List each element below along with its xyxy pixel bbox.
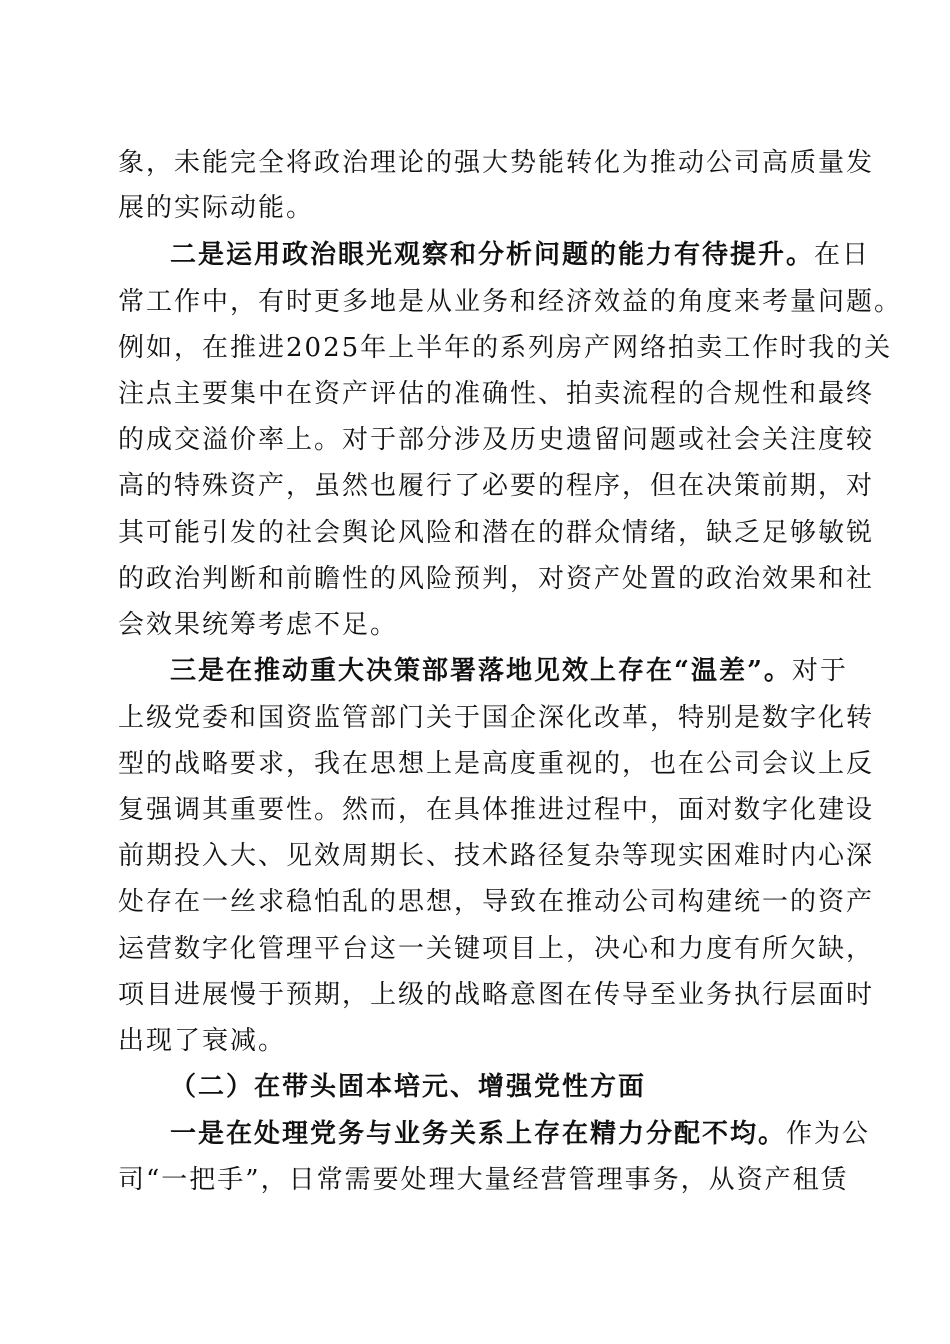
text-line bbox=[170, 1117, 870, 1151]
section-heading: 三是在推动重大决策部署落地见效上存在“温差”。 bbox=[170, 656, 792, 686]
text-line: 的成交溢价率上。对于部分涉及历史遗留问题或社会关注度较 bbox=[118, 425, 875, 455]
section-heading: 一是在处理党务与业务关系上存在精力分配不均。 bbox=[170, 1119, 787, 1149]
section-heading: 二是运用政治眼光观察和分析问题的能力有待提升。 bbox=[170, 240, 815, 270]
text-run: 作为公 bbox=[786, 1119, 871, 1149]
text-line: 处存在一丝求稳怕乱的思想，导致在推动公司构建统一的资产 bbox=[118, 887, 875, 917]
text-line bbox=[170, 238, 870, 272]
text-line: 常工作中，有时更多地是从业务和经济效益的角度来考量问题。 bbox=[118, 287, 903, 317]
text-line: 上级党委和国资监管部门关于国企深化改革，特别是数字化转 bbox=[118, 703, 875, 733]
subsection-heading: （二）在带头固本培元、增强党性方面 bbox=[170, 1072, 647, 1102]
text-run: 在日 bbox=[814, 240, 871, 270]
text-line: 其可能引发的社会舆论风险和潜在的群众情绪，缺乏足够敏锐 bbox=[118, 518, 875, 548]
text-line: 会效果统筹考虑不足。 bbox=[118, 610, 399, 640]
text-line: 出现了衰减。 bbox=[118, 1026, 287, 1056]
text-line: 高的特殊资产，虽然也履行了必要的程序，但在决策前期，对 bbox=[118, 471, 875, 501]
text-run: 对于 bbox=[791, 656, 848, 686]
text-line: 复强调其重要性。然而，在具体推进过程中，面对数字化建设 bbox=[118, 795, 875, 825]
text-line: 前期投入大、见效周期长、技术路径复杂等现实困难时内心深 bbox=[118, 841, 875, 871]
text-line: 象，未能完全将政治理论的强大势能转化为推动公司高质量发 bbox=[118, 148, 875, 178]
text-line bbox=[170, 654, 848, 688]
text-line: 型的战略要求，我在思想上是高度重视的，也在公司会议上反 bbox=[118, 749, 875, 779]
text-line: 项目进展慢于预期，上级的战略意图在传导至业务执行层面时 bbox=[118, 980, 875, 1010]
text-line: 运营数字化管理平台这一关键项目上，决心和力度有所欠缺， bbox=[118, 934, 875, 964]
text-line: 例如，在推进2025年上半年的系列房产网络拍卖工作时我的关 bbox=[118, 333, 893, 363]
text-line: 的政治判断和前瞻性的风险预判，对资产处置的政治效果和社 bbox=[118, 564, 875, 594]
text-line: 司“一把手”，日常需要处理大量经营管理事务，从资产租赁 bbox=[118, 1165, 849, 1195]
text-line: 注点主要集中在资产评估的准确性、拍卖流程的合规性和最终 bbox=[118, 379, 875, 409]
text-line: 展的实际动能。 bbox=[118, 193, 315, 223]
